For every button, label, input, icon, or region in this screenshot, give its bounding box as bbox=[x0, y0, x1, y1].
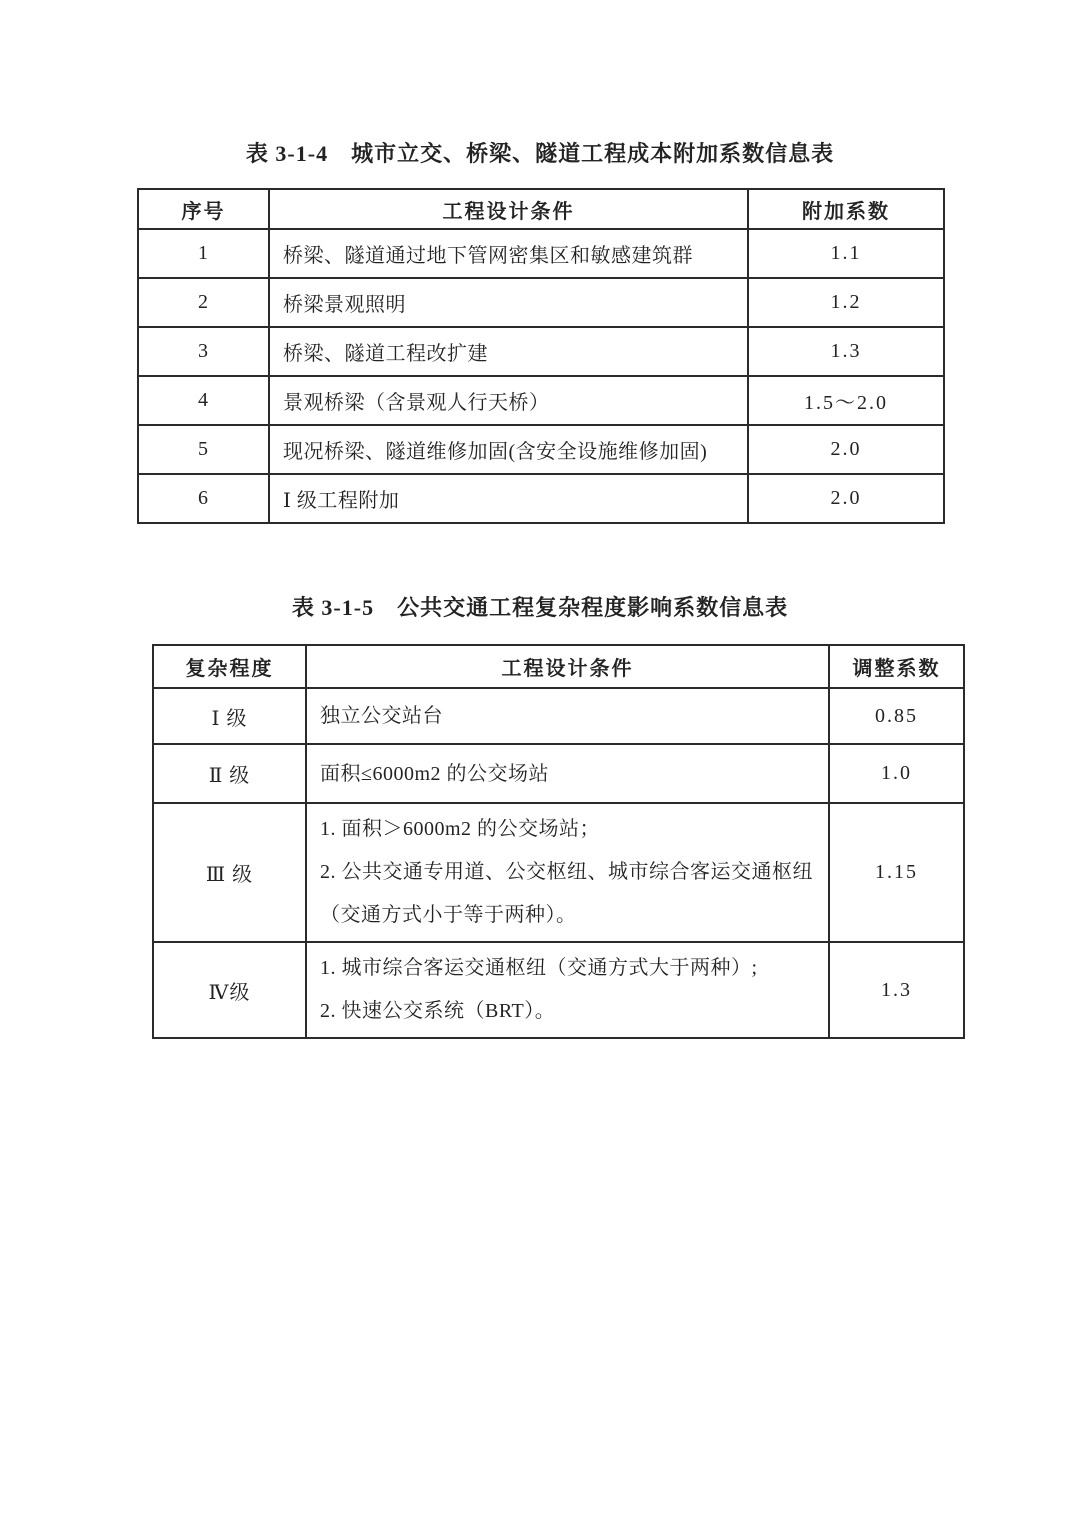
addition-coefficient-cell: 1.1 bbox=[748, 229, 944, 278]
complexity-level-cell: Ⅳ级 bbox=[153, 942, 306, 1038]
design-condition-cell: 景观桥梁（含景观人行天桥） bbox=[269, 376, 748, 425]
table1-row bbox=[138, 376, 944, 425]
table1-header-coefficient: 附加系数 bbox=[748, 189, 944, 229]
condition-line: 独立公交站台 bbox=[320, 705, 443, 727]
adjustment-coefficient-cell: 1.15 bbox=[829, 803, 964, 942]
design-condition-cell: Ⅰ 级工程附加 bbox=[269, 474, 748, 523]
table2-row bbox=[153, 803, 964, 942]
serial-number-cell: 5 bbox=[138, 425, 269, 474]
condition-line: 面积≤6000m2 的公交场站 bbox=[320, 762, 550, 785]
table2-title: 表 3-1-5 公共交通工程复杂程度影响系数信息表 bbox=[291, 595, 789, 620]
table1-row bbox=[138, 327, 944, 376]
table2-row bbox=[153, 942, 964, 1038]
table1-header bbox=[138, 189, 944, 229]
adjustment-coefficient-cell: 1.3 bbox=[829, 942, 964, 1038]
design-condition-cell bbox=[306, 744, 829, 803]
table2-header-coefficient: 调整系数 bbox=[829, 645, 964, 688]
complexity-level-cell: Ⅲ 级 bbox=[153, 803, 306, 942]
addition-coefficient-cell: 1.5～2.0 bbox=[748, 376, 944, 425]
addition-coefficient-cell: 2.0 bbox=[748, 425, 944, 474]
table2-row bbox=[153, 688, 964, 744]
table1-body bbox=[138, 229, 944, 523]
table2-header bbox=[153, 645, 964, 688]
serial-number-cell: 6 bbox=[138, 474, 269, 523]
table2-header-complexity: 复杂程度 bbox=[153, 645, 306, 688]
table1-row bbox=[138, 229, 944, 278]
adjustment-coefficient-cell: 1.0 bbox=[829, 744, 964, 803]
design-condition-cell: 桥梁景观照明 bbox=[269, 278, 748, 327]
condition-line: 2. 快速公交系统（BRT）。 bbox=[320, 1000, 556, 1022]
condition-line: 1. 城市综合客运交通枢纽（交通方式大于两种）; bbox=[320, 957, 758, 979]
table2-header-condition: 工程设计条件 bbox=[306, 645, 829, 688]
table1-row bbox=[138, 278, 944, 327]
design-condition-cell: 现况桥梁、隧道维修加固(含安全设施维修加固) bbox=[269, 425, 748, 474]
table1-header-serial: 序号 bbox=[138, 189, 269, 229]
table2 bbox=[152, 644, 965, 1039]
table1-header-condition: 工程设计条件 bbox=[269, 189, 748, 229]
serial-number-cell: 2 bbox=[138, 278, 269, 327]
design-condition-cell bbox=[306, 688, 829, 744]
design-condition-cell: 桥梁、隧道通过地下管网密集区和敏感建筑群 bbox=[269, 229, 748, 278]
design-condition-cell: 桥梁、隧道工程改扩建 bbox=[269, 327, 748, 376]
design-condition-cell bbox=[306, 942, 829, 1038]
addition-coefficient-cell: 1.2 bbox=[748, 278, 944, 327]
complexity-level-cell: Ⅰ 级 bbox=[153, 688, 306, 744]
adjustment-coefficient-cell: 0.85 bbox=[829, 688, 964, 744]
table1-row bbox=[138, 474, 944, 523]
addition-coefficient-cell: 1.3 bbox=[748, 327, 944, 376]
table2-row bbox=[153, 744, 964, 803]
complexity-level-cell: Ⅱ 级 bbox=[153, 744, 306, 803]
table1-title: 表 3-1-4 城市立交、桥梁、隧道工程成本附加系数信息表 bbox=[245, 141, 835, 166]
serial-number-cell: 4 bbox=[138, 376, 269, 425]
serial-number-cell: 3 bbox=[138, 327, 269, 376]
serial-number-cell: 1 bbox=[138, 229, 269, 278]
table1-row bbox=[138, 425, 944, 474]
table2-header-row bbox=[153, 645, 964, 688]
table1-header-row bbox=[138, 189, 944, 229]
addition-coefficient-cell: 2.0 bbox=[748, 474, 944, 523]
condition-line: 1. 面积＞6000m2 的公交场站； bbox=[320, 818, 601, 840]
table2-body bbox=[153, 688, 964, 1038]
design-condition-cell bbox=[306, 803, 829, 942]
table1 bbox=[137, 188, 945, 524]
condition-line: 2. 公共交通专用道、公交枢纽、城市综合客运交通枢纽（交通方式小于等于两种）。 bbox=[320, 861, 813, 926]
